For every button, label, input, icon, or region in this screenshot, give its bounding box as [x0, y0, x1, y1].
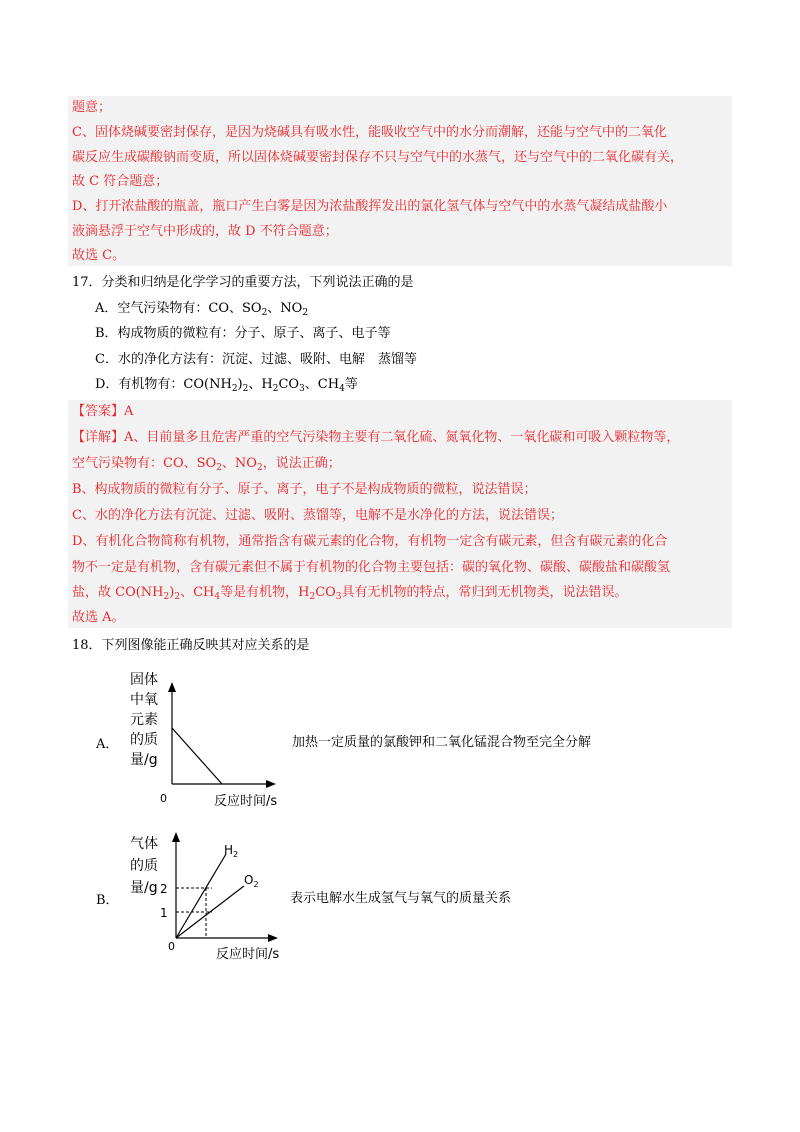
explanation-text: 、CH — [180, 585, 215, 600]
graph-b-x-arrow — [268, 934, 278, 942]
question-18-option-a-label: A． — [96, 737, 119, 752]
explanation-line: C、水的净化方法有沉淀、过滤、吸附、蒸馏等，电解不是水净化的方法，说法错误； — [72, 508, 563, 523]
series-sub: 2 — [233, 850, 239, 859]
option-text: 、NO — [267, 301, 303, 316]
explanation-line: C、固体烧碱要密封保存，是因为烧碱具有吸水性，能吸收空气中的水分而潮解，还能与空气中的二氧化 — [72, 125, 667, 140]
subscript: 4 — [214, 592, 221, 602]
subscript: 2 — [272, 384, 279, 394]
explanation-line: 故选 A。 — [72, 610, 125, 625]
graph-a-ylabel: 固体 — [130, 672, 158, 688]
explanation-line: B、构成物质的微粒有分子、原子、离子，电子不是构成物质的微粒，说法错误； — [72, 482, 537, 497]
series-sub: 2 — [253, 880, 259, 889]
explanation-text: 空气污染物有：CO、SO — [72, 456, 217, 471]
explanation-line: D、打开浓盐酸的瓶盖，瓶口产生白雾是因为浓盐酸挥发出的氯化氢气体与空气中的水蒸气凝结成盐酸小 — [72, 199, 668, 214]
explanation-line: 题意； — [72, 100, 112, 115]
explanation-line: 碳反应生成碳酸钠而变质，所以固体烧碱要密封保存不只与空气中的水蒸气，还与空气中的二氧化碳有关， — [72, 150, 684, 165]
graph-b — [120, 828, 300, 964]
graph-a-xlabel: 反应时间/s — [214, 794, 278, 809]
explanation-line — [72, 456, 341, 472]
series-name: H — [224, 843, 234, 857]
graph-a — [110, 668, 290, 814]
graph-a-origin: 0 — [160, 792, 167, 805]
graph-a-ylabel: 元素 — [130, 712, 158, 728]
subscript: 2 — [231, 384, 238, 394]
question-17-option-d — [95, 377, 358, 393]
graph-b-label-h2 — [224, 843, 238, 859]
graph-b-ylabel: 气体 — [130, 836, 158, 852]
subscript: 2 — [163, 592, 170, 602]
explanation-line: 故 C 符合题意； — [72, 174, 169, 189]
graph-b-ylabel: 的质 — [130, 858, 158, 874]
graph-b-series-h2 — [176, 854, 226, 938]
explanation-line: 故选 C。 — [72, 248, 126, 263]
question-17-option-b: B．构成物质的微粒有：分子、原子、离子、电子等 — [95, 326, 391, 341]
subscript: 3 — [299, 384, 305, 394]
explanation-line: D、有机化合物简称有机物，通常指含有碳元素的化合物，有机物一定含有碳元素，但含有碳元素的化合 — [72, 534, 668, 549]
subscript: 2 — [242, 384, 249, 394]
question-18-stem: 18．下列图像能正确反映其对应关系的是 — [72, 638, 310, 653]
graph-a-x-arrow — [266, 780, 276, 788]
explanation-line — [72, 585, 628, 601]
option-text: 等 — [344, 377, 358, 392]
graph-b-xlabel: 反应时间/s — [216, 947, 280, 962]
explanation-line: 【详解】A、目前量多且危害严重的空气污染物主要有二氧化硫、氮氧化物、一氧化碳和可吸入颗粒物等， — [72, 430, 680, 445]
answer-line: 【答案】A — [72, 404, 134, 419]
question-18-option-b-desc: 表示电解水生成氢气与氧气的质量关系 — [290, 891, 512, 906]
subscript: 2 — [256, 463, 263, 473]
explanation-text: 具有无机物的特点，常归到无机物类，说法错误。 — [341, 585, 628, 600]
option-text: 、H — [248, 377, 273, 392]
subscript: 2 — [261, 308, 268, 318]
option-text: D．有机物有：CO(NH — [95, 377, 232, 392]
subscript: 2 — [309, 592, 316, 602]
graph-b-label-o2 — [244, 873, 259, 889]
explanation-line: 液滴悬浮于空气中形成的，故 D 不符合题意； — [72, 224, 338, 239]
series-name: O — [244, 873, 254, 887]
explanation-text: ，说法正确； — [262, 456, 341, 471]
explanation-text: ) — [169, 585, 175, 600]
graph-a-y-arrow — [168, 682, 176, 692]
explanation-text: 等是有机物，H — [220, 585, 310, 600]
option-text: ) — [237, 377, 243, 392]
question-17-stem: 17．分类和归纳是化学学习的重要方法，下列说法正确的是 — [72, 275, 414, 290]
graph-a-ylabel: 的质 — [130, 732, 158, 748]
graph-b-ylabel: 量/g — [130, 880, 158, 896]
option-text: A．空气污染物有：CO、SO — [95, 301, 262, 316]
graph-b-origin: 0 — [168, 940, 175, 953]
subscript: 3 — [335, 592, 342, 602]
subscript: 2 — [174, 592, 181, 602]
option-text: 、CH — [304, 377, 340, 392]
question-18-option-b-label: B． — [96, 893, 119, 908]
explanation-line: 物不一定是有机物，含有碳元素但不属于有机物的化合物主要包括：碳的氧化物、碳酸、碳酸盐和碳酸氢 — [72, 560, 671, 575]
explanation-text: 、NO — [221, 456, 257, 471]
question-17-option-a — [95, 301, 308, 317]
question-17-option-c: C．水的净化方法有：沉淀、过滤、吸附、电解 蒸馏等 — [95, 352, 417, 367]
graph-a-ylabel: 中氧 — [130, 692, 158, 708]
graph-b-y-arrow — [172, 832, 180, 842]
explanation-text: 盐，故 CO(NH — [72, 585, 164, 600]
graph-a-series-line — [172, 728, 222, 784]
question-18-option-a-desc: 加热一定质量的氯酸钾和二氧化锰混合物至完全分解 — [292, 735, 592, 750]
graph-a-ylabel: 量/g — [130, 752, 158, 768]
subscript: 2 — [216, 463, 222, 473]
subscript: 4 — [339, 384, 345, 394]
option-text: CO — [278, 377, 300, 392]
graph-b-tick-1: 1 — [160, 906, 168, 920]
subscript: 2 — [302, 308, 309, 318]
explanation-text: CO — [315, 585, 336, 600]
graph-b-tick-2: 2 — [160, 882, 168, 896]
